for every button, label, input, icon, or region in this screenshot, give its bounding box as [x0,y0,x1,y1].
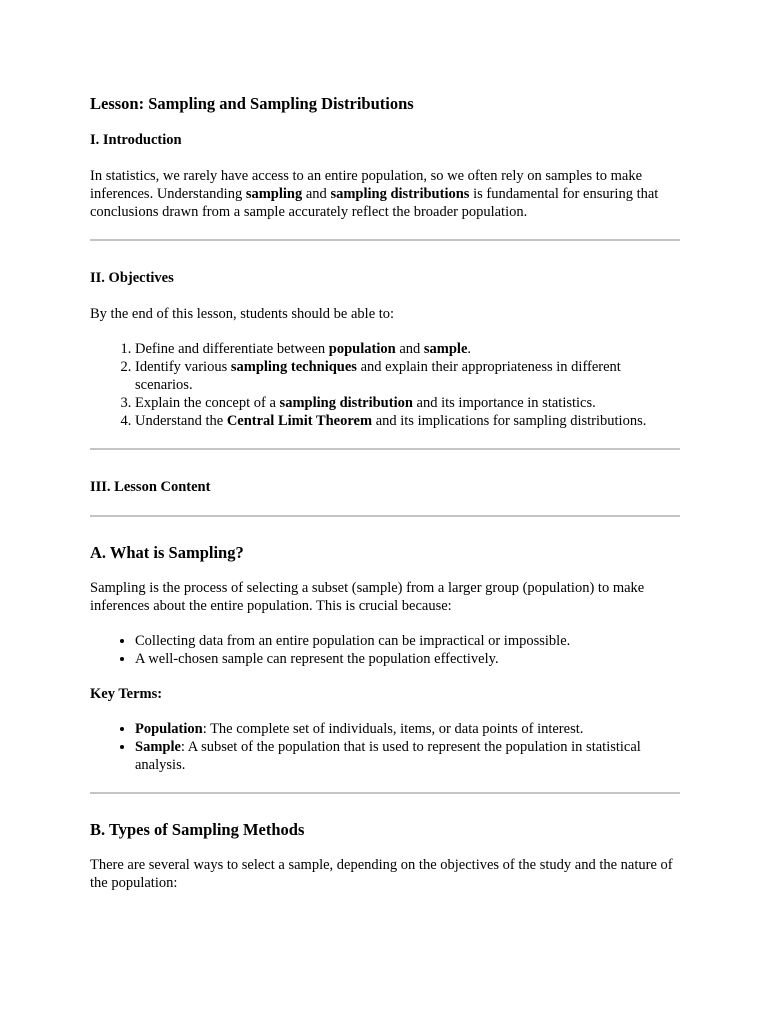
list-item: • A well-chosen sample can represent the population effectively. [135,650,680,668]
list-item: • Sample: A subset of the population that is used to represent the population in statistical analysis. [135,738,680,774]
objectives-heading: II. Objectives [90,270,174,286]
list-item: • Population: The complete set of individuals, items, or data points of interest. [135,720,680,738]
sampling-reasons-list [90,632,680,668]
section-a-paragraph: Sampling is the process of selecting a subset (sample) from a larger group (population) to make inferences about the entire population. This is crucial because: [90,580,645,614]
list-item: • Collecting data from an entire population can be impractical or impossible. [135,632,680,650]
lesson-title: Lesson: Sampling and Sampling Distributions [90,94,414,113]
section-a-heading: A. What is Sampling? [90,543,244,562]
list-item: 1. Define and differentiate between population and sample. [135,340,680,358]
list-item: 3. Explain the concept of a sampling distribution and its importance in statistics. [135,394,680,412]
objectives-list [90,340,680,430]
section-b-paragraph: There are several ways to select a sample, depending on the objectives of the study and the nature of the population: [90,857,673,891]
key-terms-label: Key Terms: [90,686,163,702]
list-item: 4. Understand the Central Limit Theorem and its implications for sampling distributions. [135,412,680,430]
list-item: 2. Identify various sampling techniques and explain their appropriateness in different scenarios. [135,358,680,394]
objectives-lead: By the end of this lesson, students should be able to: [90,306,395,322]
introduction-paragraph: In statistics, we rarely have access to an entire population, so we often rely on samples to make inferences. Understanding sampling and sampling distributions is fundamental for ensuring that conclusions drawn from a sample accurately reflect the broader population. [90,168,659,220]
section-b-heading: B. Types of Sampling Methods [90,820,305,839]
document-body [90,94,680,892]
key-terms-list [90,720,680,774]
introduction-heading: I. Introduction [90,132,182,148]
lesson-content-heading: III. Lesson Content [90,479,211,495]
